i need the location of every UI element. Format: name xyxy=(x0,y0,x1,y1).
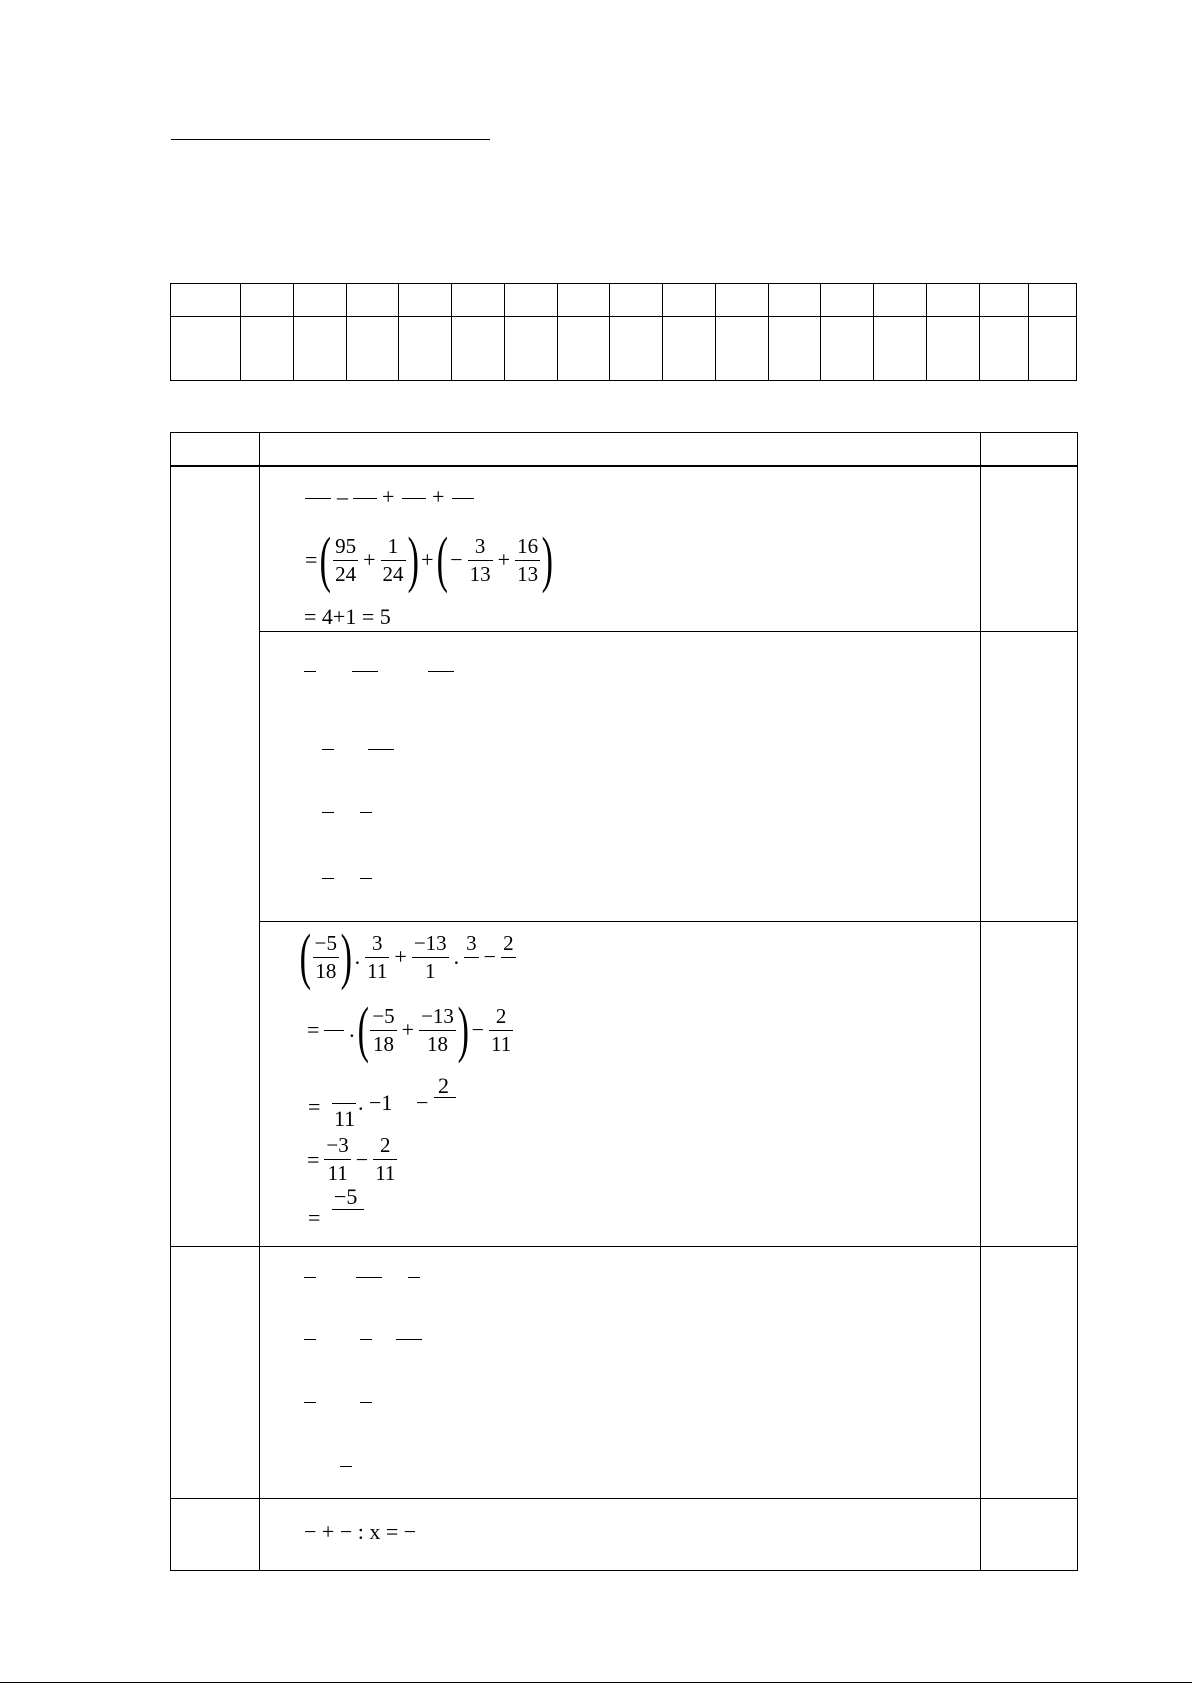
solution-table-header xyxy=(170,432,1078,467)
q3-expression: − + − : x = − xyxy=(304,1519,417,1544)
footer-line xyxy=(0,1682,1192,1683)
question-number-cell-2 xyxy=(171,1247,260,1499)
answer-key-table xyxy=(170,283,1077,381)
solution-table xyxy=(170,465,1078,1571)
q1c-step2: = .( $\frac{-5}{18}$ + $\frac{-13}{18}$ ) − $\frac{2}{11}$ xyxy=(307,996,512,1064)
q1c-step1: ( $\frac{-5}{18}$ ) . $\frac{3}{11}$ + $\frac{-13}{1}$ . 3 − 2 xyxy=(299,923,514,991)
answer-key-answer-row xyxy=(171,317,1077,381)
q1a-step2: =( $\frac{95}{24}$ + $\frac{1}{24}$ ) +( − $\frac{3}{13}$ + $\frac{16}{13}$ ) xyxy=(305,526,554,594)
solution-row-1c: ( $\frac{-5}{18}$ ) . $\frac{3}{11}$ + $\frac{-13}{1}$ . 3 − 2 = .( $\frac{-5}{18}$ + $\frac{-13}{18}$ ) − $\frac{2}{11}$ = 11 . −1 − 2 = $\frac{-3}{11}$ − $\frac{2}{11}$ = −5 xyxy=(171,922,1078,1247)
solution-row-1a: – + + =( $\frac{95}{24}$ + $\frac{1}{24}$ ) +( − $\frac{3}{13}$ + $\frac{16}{13}$ ) = 4+1 = 5 xyxy=(171,466,1078,632)
q1a-result: = 4+1 = 5 xyxy=(304,604,391,629)
answer-key-header-row xyxy=(171,284,1077,317)
question-number-cell-3 xyxy=(171,1499,260,1571)
q1c-step4: = $\frac{-3}{11}$ − $\frac{2}{11}$ xyxy=(307,1133,396,1185)
question-number-cell-1 xyxy=(171,466,260,1247)
solution-row-3 xyxy=(171,1499,1078,1571)
solution-row-2 xyxy=(171,1247,1078,1499)
title-underline xyxy=(171,139,490,140)
solution-row-1b xyxy=(171,632,1078,922)
